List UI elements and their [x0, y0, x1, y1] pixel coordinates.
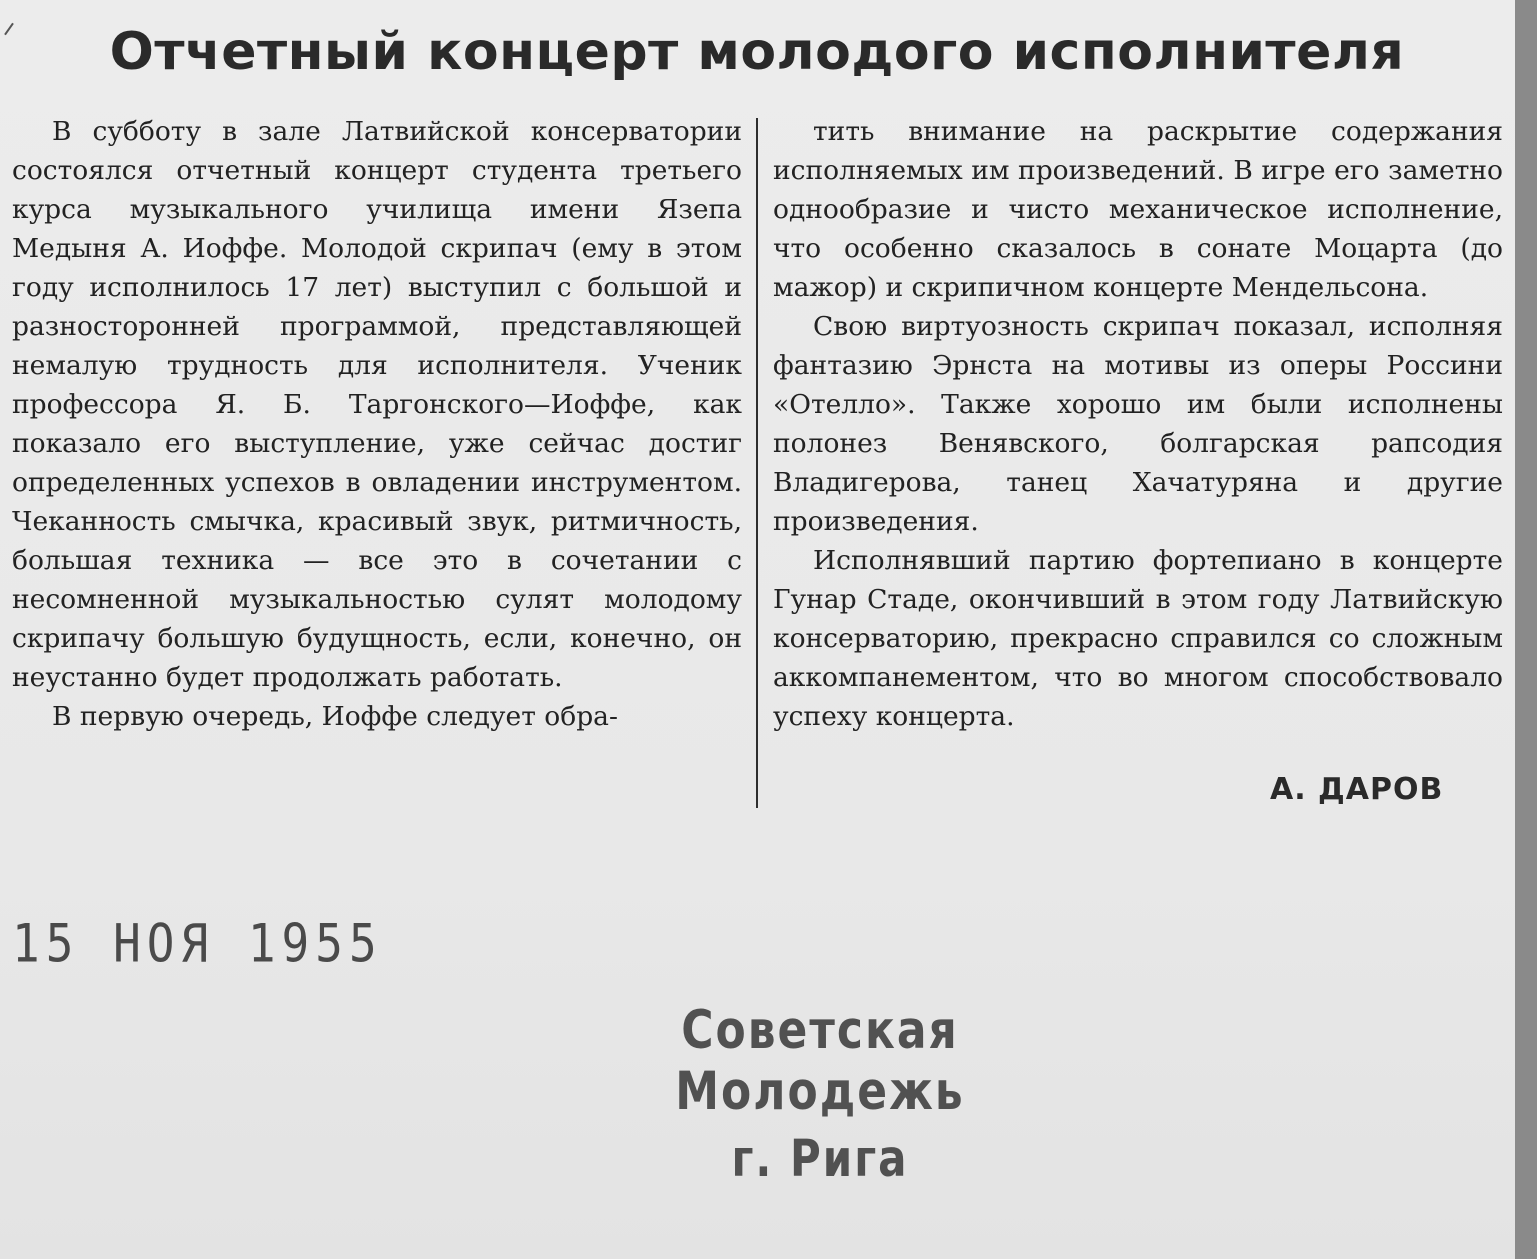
article-title: Отчетный концерт молодого исполнителя: [109, 22, 1405, 82]
left-paragraph-1: В субботу в зале Латвийской консерватории состоялся отчетный концерт студента третьего курса музыкального училища имени Язепа Медыня А. Иоффе. Молодой скрипач (ему в этом году исполнилось 17 лет) выступил с большой и разносторонней программой, представляющей немалую трудность для исполнителя. Ученик профессора Я. Б. Таргонского—Иоффе, как показало его выступление, уже сейчас достиг определенных успехов в овладении инструментом. Чеканность смычка, красивый звук, ритмичность, большая техника — все это в сочетании с несомненной музыкальностью сулят молодому скрипачу большую будущность, если, конечно, он неустанно будет продолжать работать.: [12, 116, 742, 693]
column-divider: [756, 118, 758, 808]
scanner-edge: [1515, 0, 1537, 1259]
right-paragraph-1: тить внимание на раскрытие содержания исполняемых им произведений. В игре его заметно однообразие и чисто механическое исполнение, что особенно сказалось в сонате Моцарта (до мажор) и скрипичном концерте Мендельсона.: [773, 116, 1503, 303]
right-paragraph-3: Исполнявший партию фортепиано в концерте Гунар Стаде, окончивший в этом году Латвийскую консерваторию, прекрасно справился со сложным аккомпанементом, что во многом способствовало успеху концерта.: [773, 545, 1503, 732]
newspaper-name: Советская Молодежь: [675, 999, 965, 1123]
article-author: А. ДАРОВ: [1270, 772, 1444, 807]
left-paragraph-2: В первую очередь, Иоффе следует обра-: [52, 701, 618, 732]
article-right-column: [773, 112, 1503, 736]
article-left-column: [12, 112, 742, 736]
newspaper-city: г. Рига: [731, 1129, 909, 1188]
source-stamp: [560, 999, 1080, 1188]
date-stamp: 15 НОЯ 1955: [12, 912, 383, 975]
right-paragraph-2: Свою виртуозность скрипач показал, исполняя фантазию Эрнста на мотивы из оперы Россини «Отелло». Также хорошо им были исполнены полонез Венявского, болгарская рапсодия Владигерова, танец Хачатуряна и другие произведения.: [773, 311, 1503, 537]
